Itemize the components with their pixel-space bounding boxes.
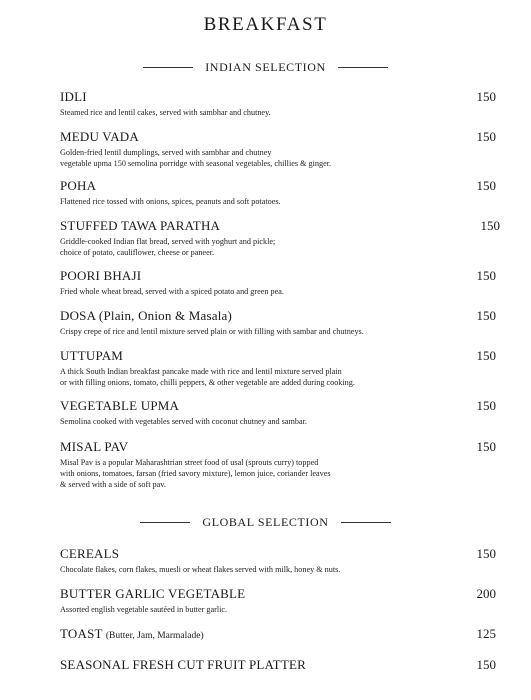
item-name: BUTTER GARLIC VEGETABLE xyxy=(60,586,246,601)
item-name: UTTUPAM xyxy=(60,348,124,363)
item-name: STUFFED TAWA PARATHA xyxy=(60,218,221,233)
item-name: MEDU VADA xyxy=(60,129,139,144)
item-price: 150 xyxy=(476,308,496,323)
item-description: & served with a side of soft pav. xyxy=(60,480,166,489)
item-name: POHA xyxy=(60,178,97,193)
item-name: CEREALS xyxy=(60,546,120,561)
item-description: Fried whole wheat bread, served with a spiced potato and green pea. xyxy=(60,287,284,296)
menu-item-cereals xyxy=(60,546,500,575)
menu-item-poori-bhaji xyxy=(60,268,500,297)
item-description: with onions, tomatoes, farsan (fried savory mixture), lemon juice, coriander leaves xyxy=(60,469,331,478)
item-name-note: (Butter, Jam, Marmalade) xyxy=(105,631,204,641)
item-price: 150 xyxy=(476,89,496,104)
section-rule-right xyxy=(338,67,388,68)
menu-item-toast xyxy=(60,626,500,644)
item-price: 150 xyxy=(476,268,496,283)
menu-item-uttupam xyxy=(60,348,500,388)
menu-item-idli xyxy=(60,89,500,118)
item-price: 150 xyxy=(476,439,496,454)
item-description: Assorted english vegetable sautéed in butter garlic. xyxy=(60,605,228,614)
item-name-text: TOAST xyxy=(60,626,103,641)
item-description: vegetable upma 150 semolina porridge with seasonal vegetables, chillies & ginger. xyxy=(60,159,332,168)
item-price: 150 xyxy=(476,398,496,413)
item-price: 150 xyxy=(480,218,500,233)
item-description: or with filling onions, tomato, chilli peppers, & other vegetable are added during cooking. xyxy=(60,378,355,387)
item-description: Griddle-cooked Indian flat bread, served with yoghurt and pickle; xyxy=(60,237,276,246)
item-name: IDLI xyxy=(60,89,87,104)
item-description: Semolina cooked with vegetables served with coconut chutney and sambar. xyxy=(60,417,307,426)
menu-item-poha xyxy=(60,178,500,207)
section-label: INDIAN SELECTION xyxy=(205,59,326,74)
item-description: Crispy crepe of rice and lentil mixture served plain or with filling with sambar and chutneys. xyxy=(60,327,364,336)
item-description: choice of potato, cauliflower, cheese or paneer. xyxy=(60,248,215,257)
page-title: BREAKFAST xyxy=(203,14,328,35)
section-label: GLOBAL SELECTION xyxy=(202,514,329,529)
item-name: SEASONAL FRESH CUT FRUIT PLATTER xyxy=(60,657,306,672)
item-description: Flattened rice tossed with onions, spices, peanuts and soft potatoes. xyxy=(60,197,281,206)
menu-item-vegetable-upma xyxy=(60,398,500,427)
item-description: Golden-fried lentil dumplings, served with sambhar and chutney xyxy=(60,148,272,157)
item-description: Steamed rice and lentil cakes, served with sambhar and chutney. xyxy=(60,108,271,117)
item-price: 150 xyxy=(476,657,496,672)
item-description: Misal Pav is a popular Maharashtrian street food of usal (sprouts curry) topped xyxy=(60,458,319,467)
item-description: A thick South Indian breakfast pancake made with rice and lentil mixture served plain xyxy=(60,367,342,376)
menu-item-stuffed-tawa-paratha xyxy=(60,218,500,258)
item-name: DOSA (Plain, Onion & Masala) xyxy=(60,308,233,323)
section-rule-left xyxy=(140,522,190,523)
section-rule-right xyxy=(341,522,391,523)
item-name: MISAL PAV xyxy=(60,439,129,454)
item-price: 200 xyxy=(476,586,496,601)
section-header-indian xyxy=(0,58,531,76)
item-price: 150 xyxy=(476,178,496,193)
item-price: 150 xyxy=(476,546,496,561)
item-price: 150 xyxy=(476,348,496,363)
item-price: 125 xyxy=(476,626,496,641)
section-rule-left xyxy=(143,67,193,68)
item-name: VEGETABLE UPMA xyxy=(60,398,180,413)
menu-item-misal-pav xyxy=(60,439,500,490)
menu-item-medu-vada xyxy=(60,129,500,169)
item-price: 150 xyxy=(476,129,496,144)
section-header-global xyxy=(0,513,531,531)
item-name: POORI BHAJI xyxy=(60,268,142,283)
item-name xyxy=(60,626,204,642)
item-description: Chocolate flakes, corn flakes, muesli or wheat flakes served with milk, honey & nuts. xyxy=(60,565,341,574)
menu-item-fruit-platter xyxy=(60,657,500,675)
menu-item-butter-garlic-vegetable xyxy=(60,586,500,615)
menu-item-dosa xyxy=(60,308,500,337)
